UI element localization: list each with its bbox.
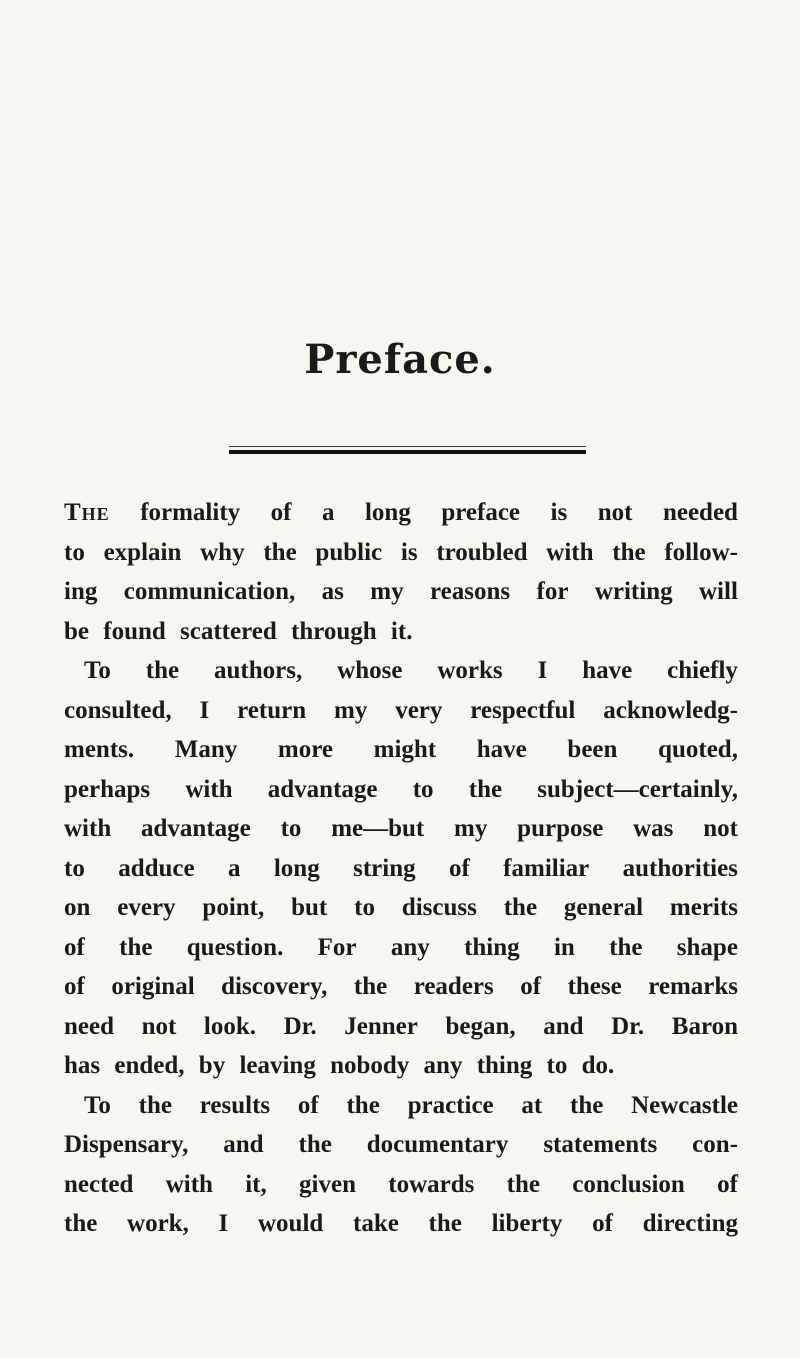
text-word: the (145, 657, 180, 684)
text-word: quoted, (658, 736, 738, 763)
text-word: perhaps (64, 775, 151, 803)
text-word: I (537, 657, 548, 684)
text-line (64, 1125, 738, 1165)
text-word: have (476, 736, 527, 763)
text-word: to (64, 538, 85, 566)
text-word: these (567, 973, 622, 1000)
text-word: the (468, 775, 503, 803)
text-line: has ended, by leaving nobody any thing to do. (64, 1052, 615, 1079)
text-word: To (84, 1091, 111, 1119)
text-word: acknowledg- (603, 696, 738, 724)
text-word: the (428, 1210, 462, 1237)
text-word: to (280, 815, 302, 842)
text-word: purpose (517, 815, 604, 842)
text-word: Jenner (344, 1012, 418, 1040)
text-word: liberty (491, 1210, 563, 1237)
text-line (64, 1086, 738, 1126)
text-word: to (354, 894, 375, 921)
text-word: question. (186, 933, 284, 961)
text-word: been (567, 736, 618, 763)
text-word: any (390, 933, 430, 961)
text-word: reasons (430, 578, 511, 605)
text-word: and (223, 1131, 264, 1158)
text-word: The (64, 499, 110, 526)
text-word: the (353, 973, 388, 1000)
text-word: began, (445, 1012, 516, 1040)
text-word: documentary (366, 1131, 509, 1158)
text-line (64, 849, 738, 889)
text-word: communication, (123, 578, 296, 605)
text-word: point, (202, 894, 265, 921)
page-title: Preface. (304, 336, 496, 383)
text-word: with (64, 815, 112, 842)
text-word: the (263, 538, 297, 566)
text-word: writing (594, 578, 673, 605)
text-word: follow- (664, 538, 738, 566)
text-word: the (346, 1091, 380, 1119)
text-word: my (370, 578, 404, 605)
text-word: of (297, 1091, 319, 1119)
text-word: whose (337, 657, 403, 684)
text-word: explain (103, 538, 182, 566)
text-word: the (503, 894, 538, 921)
text-word: needed (662, 499, 738, 526)
title-rule (229, 446, 586, 458)
text-word: Baron (671, 1012, 738, 1040)
text-word: long (364, 499, 411, 526)
text-word: thing (464, 933, 520, 961)
text-word: Dr. (611, 1012, 645, 1040)
text-line (64, 770, 738, 810)
text-word: public (315, 538, 383, 566)
text-line (64, 967, 738, 1007)
text-word: with (546, 538, 594, 566)
text-word: Newcastle (631, 1091, 738, 1119)
text-word: to (412, 775, 434, 803)
text-word: in (553, 933, 575, 961)
text-word: nected (64, 1170, 134, 1198)
text-word: I (199, 696, 210, 724)
text-line (64, 730, 738, 770)
text-word: to (64, 854, 85, 882)
text-word: more (277, 736, 333, 763)
text-word: results (199, 1091, 271, 1119)
text-word: for (536, 578, 569, 605)
text-word: conclusion (572, 1170, 685, 1198)
text-word: the (506, 1170, 540, 1198)
text-word: on (64, 894, 91, 921)
text-word: towards (388, 1170, 475, 1198)
text-word: of (270, 499, 292, 526)
text-line (64, 651, 738, 691)
text-word: and (543, 1012, 584, 1040)
text-word: statements (543, 1131, 658, 1158)
text-word: with (165, 1170, 213, 1198)
text-word: Many (174, 736, 238, 763)
text-word: the (612, 538, 646, 566)
text-word: not (597, 499, 633, 526)
text-word: consulted, (64, 696, 172, 724)
text-word: the (298, 1131, 332, 1158)
text-line (64, 928, 738, 968)
text-word: familiar (503, 854, 590, 882)
text-word: subject—certainly, (537, 775, 738, 803)
text-word: work, (127, 1210, 189, 1237)
text-word: original (111, 973, 195, 1000)
text-word: but (291, 894, 328, 921)
text-word: preface (441, 499, 521, 526)
text-word: with (185, 775, 233, 803)
text-word: the (138, 1091, 172, 1119)
text-word: formality (140, 499, 241, 526)
text-word: my (454, 815, 488, 842)
text-word: For (317, 933, 357, 961)
text-word: is (550, 499, 568, 526)
text-word: discuss (401, 894, 477, 921)
text-word: the (64, 1210, 98, 1237)
text-word: respectful (470, 696, 576, 724)
text-word: con- (692, 1131, 738, 1158)
text-line: be found scattered through it. (64, 617, 413, 645)
text-word: chiefly (667, 657, 738, 684)
text-word: of (717, 1170, 738, 1198)
text-word: directing (642, 1210, 738, 1237)
text-word: string (353, 854, 416, 882)
text-word: works (437, 657, 503, 684)
text-word: need (64, 1012, 114, 1040)
text-word: of (64, 973, 85, 1000)
text-line (64, 691, 738, 731)
text-word: me—but (331, 815, 425, 842)
text-word: my (334, 696, 368, 724)
text-word: the (609, 933, 643, 961)
text-line (64, 1165, 738, 1205)
text-word: authors, (214, 657, 303, 684)
text-word: Dispensary, (64, 1131, 189, 1158)
text-word: troubled (436, 538, 528, 566)
text-word: practice (407, 1091, 494, 1119)
text-word: every (117, 894, 176, 921)
text-word: will (699, 578, 738, 605)
text-line (64, 572, 738, 612)
title-rule-thick (229, 450, 586, 454)
text-word: of (64, 933, 85, 961)
text-word: merits (669, 894, 738, 921)
text-word: might (373, 736, 437, 763)
text-line (64, 888, 738, 928)
text-word: at (521, 1091, 543, 1119)
text-word: adduce (118, 854, 195, 882)
text-word: I (218, 1210, 229, 1237)
text-word: authorities (622, 854, 738, 882)
text-word: it, (245, 1170, 267, 1198)
text-word: long (273, 854, 320, 882)
text-word: of (520, 973, 542, 1000)
title-rule-thin (229, 446, 586, 447)
text-line (64, 533, 738, 573)
text-word: very (395, 696, 443, 724)
text-word: To (84, 657, 111, 684)
text-word: is (400, 538, 418, 566)
text-word: of (592, 1210, 613, 1237)
text-word: Dr. (283, 1012, 317, 1040)
text-word: why (200, 538, 245, 566)
text-word: advantage (141, 815, 251, 842)
text-word: would (257, 1210, 324, 1237)
text-word: a (227, 854, 241, 882)
text-word: shape (676, 933, 738, 961)
text-line (64, 1007, 738, 1047)
text-word: advantage (267, 775, 378, 803)
text-word: the (119, 933, 153, 961)
text-word: remarks (648, 973, 738, 1000)
text-word: look. (203, 1012, 256, 1040)
text-word: readers (413, 973, 494, 1000)
text-word: take (353, 1210, 399, 1237)
text-word: ing (64, 578, 98, 605)
text-word: of (448, 854, 470, 882)
preface-body (64, 493, 738, 1244)
text-word: have (582, 657, 633, 684)
text-line (64, 493, 738, 533)
text-word: the (570, 1091, 604, 1119)
text-word: not (141, 1012, 177, 1040)
text-word: general (563, 894, 644, 921)
text-word: a (321, 499, 335, 526)
text-word: given (299, 1170, 356, 1198)
text-word: ments. (64, 736, 135, 763)
text-word: discovery, (221, 973, 328, 1000)
text-line (64, 809, 738, 849)
text-word: not (703, 815, 738, 842)
text-line (64, 1204, 738, 1244)
text-word: was (633, 815, 674, 842)
text-word: return (237, 696, 307, 724)
text-word: as (321, 578, 344, 605)
